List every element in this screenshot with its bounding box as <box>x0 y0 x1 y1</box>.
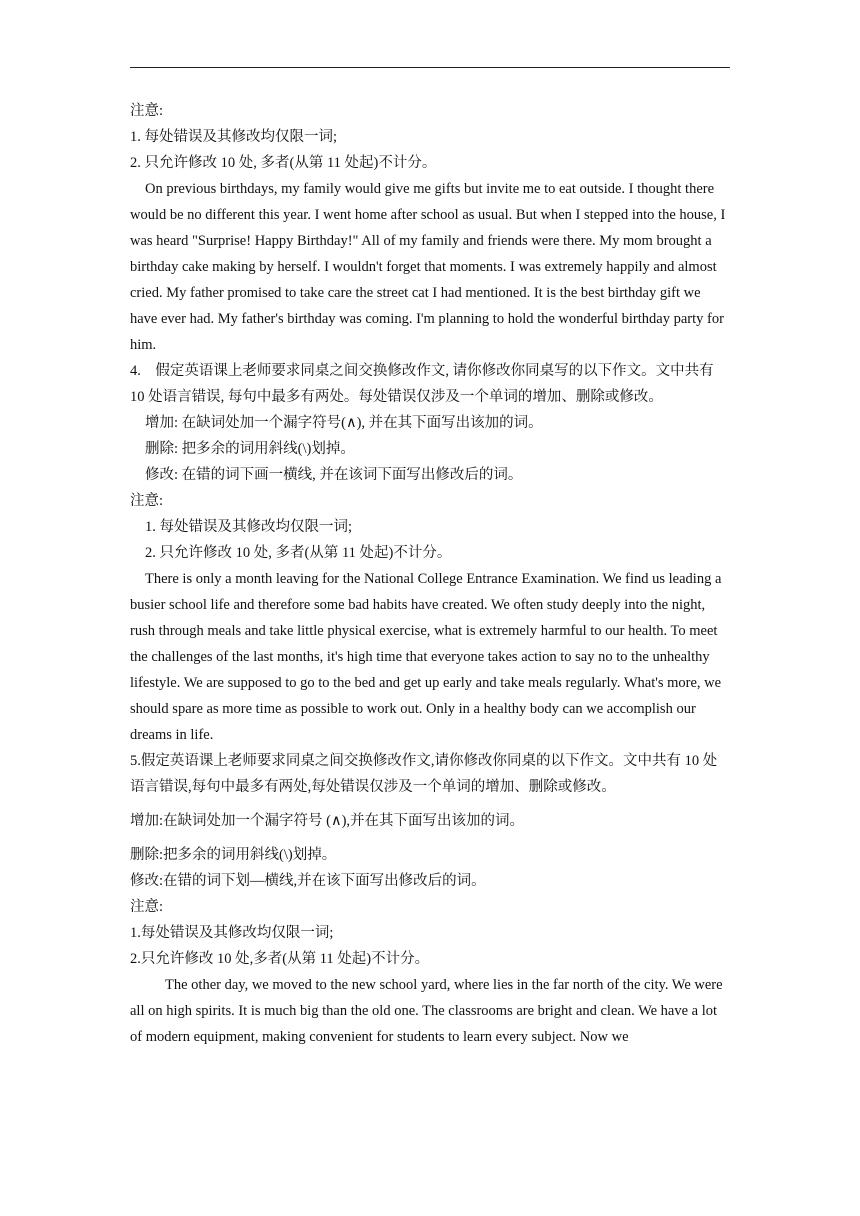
s5-modify-rule: 修改:在错的词下划—横线,并在该下面写出修改后的词。 <box>130 873 486 889</box>
header-rule <box>130 67 730 68</box>
s5-delete-rule: 删除:把多余的词用斜线(\)划掉。 <box>130 847 337 863</box>
s3-rule-1: 1. 每处错误及其修改均仅限一词; <box>130 129 338 145</box>
s4-delete-rule: 删除: 把多余的词用斜线(\)划掉。 <box>145 441 355 457</box>
s4-question: 4. 假定英语课上老师要求同桌之间交换修改作文, 请你修改你同桌写的以下作文。文中共有 10 处语言错误, 每句中最多有两处。每处错误仅涉及一个单词的增加、删除或修改。 <box>130 363 714 405</box>
s5-question: 5.假定英语课上老师要求同桌之间交换修改作文,请你修改你同桌的以下作文。文中共有 10 处语言错误,每句中最多有两处,每处错误仅涉及一个单词的增加、删除或修改。 <box>130 753 718 795</box>
s5-rule-2: 2.只允许修改 10 处,多者(从第 11 处起)不计分。 <box>130 951 430 967</box>
document-body <box>130 98 730 1050</box>
s5-note-title: 注意: <box>130 899 164 915</box>
s3-rule-2: 2. 只允许修改 10 处, 多者(从第 11 处起)不计分。 <box>130 155 437 171</box>
s4-passage: There is only a month leaving for the National College Entrance Examination. We find us leading a busier school life and therefore some bad habits have created. We often study deeply into the night, rush through meals and take little physical exercise, what is extremely harmful to our health. To meet the challenges of the last months, it's high time that everyone takes action to say no to the unhealthy lifestyle. We are supposed to go to the bed and get up early and take meals regularly. What's more, we should spare as more time as possible to work out. Only in a healthy body can we accomplish our dreams in life. <box>130 571 722 743</box>
s4-add-rule: 增加: 在缺词处加一个漏字符号(∧), 并在其下面写出该加的词。 <box>145 415 543 431</box>
s4-modify-rule: 修改: 在错的词下画一横线, 并在该词下面写出修改后的词。 <box>145 467 523 483</box>
s5-add-rule: 增加:在缺词处加一个漏字符号 (∧),并在其下面写出该加的词。 <box>130 813 525 829</box>
s4-note-title: 注意: <box>130 493 164 509</box>
s3-passage: On previous birthdays, my family would give me gifts but invite me to eat outside. I thought there would be no different this year. I went home after school as usual. But when I stepped into the house, I was heard "Surprise! Happy Birthday!" All of my family and friends were there. My mom brought a birthday cake making by herself. I wouldn't forget that moments. I was extremely happily and almost cried. My father promised to take care the street cat I had mentioned. It is the best birthday gift we have ever had. My father's birthday was coming. I'm planning to hold the wonderful birthday party for him. <box>130 181 726 353</box>
s5-passage: The other day, we moved to the new school yard, where lies in the far north of the city. We were all on high spirits. It is much big than the old one. The classrooms are bright and clean. We have a lot of modern equipment, making convenient for students to learn every subject. Now we <box>130 977 723 1045</box>
s5-rule-1: 1.每处错误及其修改均仅限一词; <box>130 925 334 941</box>
s4-rule-1: 1. 每处错误及其修改均仅限一词; <box>145 519 353 535</box>
s3-note-title: 注意: <box>130 103 164 119</box>
s4-rule-2: 2. 只允许修改 10 处, 多者(从第 11 处起)不计分。 <box>145 545 452 561</box>
